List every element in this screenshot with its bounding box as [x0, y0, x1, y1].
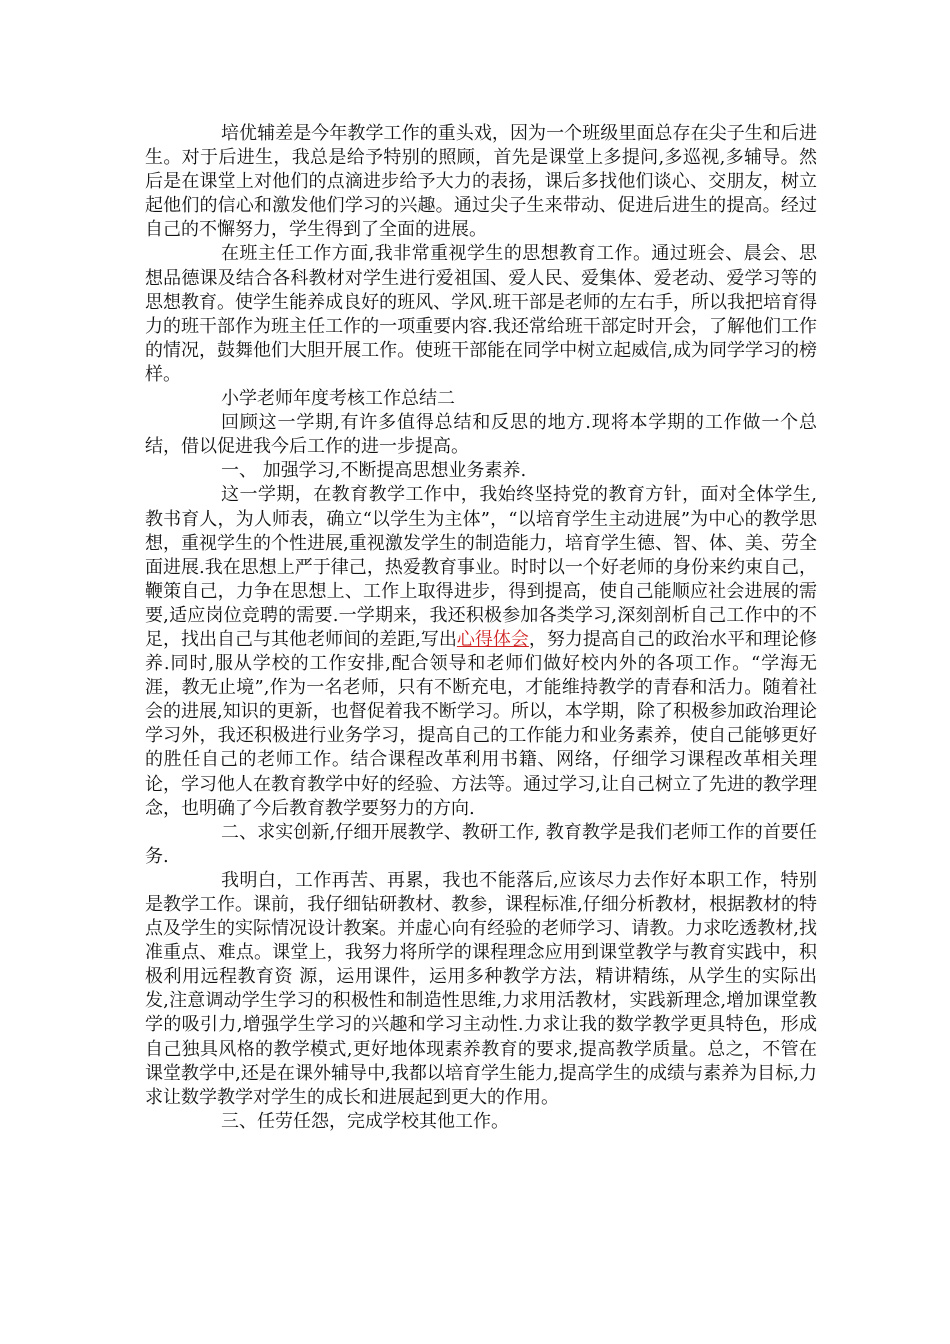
paragraph-study-text-before: 这一学期，在教育教学工作中，我始终坚持党的教育方针，面对全体学生,教书育人，为人师表，确立“以学生为主体”，“以培育学生主动进展”为中心的教学思想，重视学生的个性进展,重视激发学生的制造能力，培育学生德、智、体、美、劳全面进展.我在思想上严于律己，热爱教育事业。时时以一个好老师的身份来约束自己，鞭策自己，力争在思想上、工作上取得进步，得到提高，使自己能顺应社会进展的需要,适应岗位竞聘的需要.一学期来，我还积极参加各类学习,深刻剖析自己工作中的不足，找出自己与其他老师间的差距,写出 [145, 484, 817, 650]
heading-section-two: 二、求实创新,仔细开展教学、教研工作, 教育教学是我们老师工作的首要任务. [145, 821, 817, 867]
paragraph-study-text-after: ，努力提高自己的政治水平和理论修养.同时,服从学校的工作安排,配合领导和老师们做好校内外的各项工作。“学海无涯，教无止境”,作为一名老师，只有不断充电，才能维持教学的青春和活力。随着社会的进展,知识的更新，也督促着我不断学习。所以，本学期，除了积极参加政治理论学习外，我还积极进行业务学习，提高自己的工作能力和业务素养，使自己能够更好的胜任自己的老师工作。结合课程改革利用书籍、网络，仔细学习课程改革相关理论，学习他人在教育教学中好的经验、方法等。通过学习,让自己树立了先进的教学理念，也明确了今后教育教学要努力的方向. [145, 628, 817, 819]
paragraph-class-teacher: 在班主任工作方面,我非常重视学生的思想教育工作。通过班会、晨会、思想品德课及结合各科教材对学生进行爱祖国、爱人民、爱集体、爱老动、爱学习等的思想教育。使学生能养成良好的班风、学风.班干部是老师的左右手，所以我把培育得力的班干部作为班主任工作的一项重要内容.我还常给班干部定时开会，了解他们工作的情况，鼓舞他们大胆开展工作。使班干部能在同学中树立起威信,成为同学学习的榜样。 [145, 243, 817, 385]
heading-section-three: 三、任劳任怨，完成学校其他工作。 [221, 1110, 509, 1132]
paragraph-tutoring: 培优辅差是今年教学工作的重头戏，因为一个班级里面总存在尖子生和后进生。对于后进生，我总是给予特别的照顾，首先是课堂上多提问,多巡视,多辅导。然后是在课堂上对他们的点滴进步给予大力的表扬，课后多找他们谈心、交朋友，树立起他们的信心和激发他们学习的兴趣。通过尖子生来带动、促进后进生的提高。经过自己的不懈努力，学生得到了全面的进展。 [145, 123, 817, 241]
section-title-summary-two: 小学老师年度考核工作总结二 [221, 388, 455, 410]
paragraph-teaching: 我明白，工作再苦、再累，我也不能落后,应该尽力去作好本职工作，特别是教学工作。课前，我仔细钻研教材、教参，课程标准,仔细分析教材，根据教材的特点及学生的实际情况设计教案。并虚心向有经验的老师学习、请教。力求吃透教材,找准重点、难点。课堂上，我努力将所学的课程理念应用到课堂教学与教育实践中，积极利用远程教育资 源，运用课件，运用多种教学方法，精讲精练，从学生的实际出发,注意调动学生学习的积极性和制造性思维,力求用活教材，实践新理念,增加课堂教学的吸引力,增强学生学习的兴趣和学习主动性.力求让我的数学教学更具特色，形成自己独具风格的教学模式,更好地体现素养教育的要求,提高教学质量。总之，不管在课堂教学中,还是在课外辅导中,我都以培育学生能力,提高学生的成绩与素养为目标,力求让数学教学对学生的成长和进展起到更大的作用。 [145, 869, 817, 1108]
paragraph-study [145, 483, 817, 820]
heading-section-one: 一、 加强学习,不断提高思想业务素养. [221, 460, 527, 482]
document-body [145, 122, 817, 1134]
paragraph-review: 回顾这一学期,有许多值得总结和反思的地方.现将本学期的工作做一个总结，借以促进我今后工作的进一步提高。 [145, 412, 817, 458]
xindetihui-link[interactable]: 心得体会 [456, 628, 529, 650]
